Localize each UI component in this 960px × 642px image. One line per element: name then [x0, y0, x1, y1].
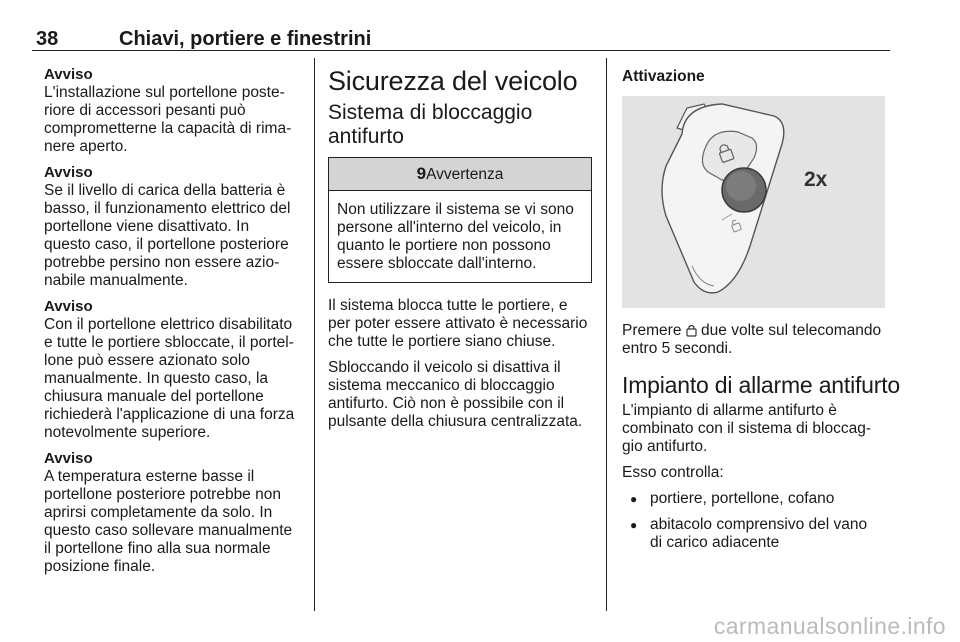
notice-line: comprometterne la capacità di rima- [44, 120, 292, 137]
paragraph [622, 402, 888, 456]
list-item-line: ● abitacolo comprensivo del vano [650, 516, 868, 533]
instruction-paragraph [622, 322, 888, 358]
heading-line: Sistema di bloccaggio [328, 101, 533, 124]
paragraph-line: per poter essere attivato è necessario [328, 315, 588, 332]
column-divider [314, 58, 315, 611]
warning-line: essere sbloccate dall'interno. [337, 255, 537, 272]
paragraph-line: Sbloccando il veicolo si disattiva il [328, 359, 561, 376]
warning-line: quanto le portiere non possono [337, 237, 551, 254]
press-count-label: 2x [804, 168, 828, 191]
warning-body [329, 191, 591, 282]
warning-line: Non utilizzare il sistema se vi sono [337, 201, 574, 218]
notice-line: nabile manualmente. [44, 272, 188, 289]
column-divider [606, 58, 607, 611]
paragraph-line: antifurto. Ciò non è possibile con il [328, 395, 565, 412]
notice-line: Con il portellone elettrico disabilitato [44, 316, 293, 333]
notice-line: il portellone fino alla sua normale [44, 540, 271, 557]
lock-icon [686, 324, 697, 337]
warning-line: persone all'interno del veicolo, in [337, 219, 562, 236]
notice-line: portellone viene disattivato. In [44, 218, 250, 235]
notice-heading: Avviso [44, 298, 93, 315]
notice-line: chiusura manuale del portellone [44, 388, 264, 405]
section-heading: Sicurezza del veicolo [328, 66, 578, 96]
notice-line: notevolmente superiore. [44, 424, 211, 441]
paragraph-line: che tutte le portiere siano chiuse. [328, 333, 556, 350]
column-middle [328, 66, 592, 439]
notice [44, 164, 300, 290]
notice-line: Se il livello di carica della batteria è [44, 182, 286, 199]
paragraph-line: pulsante della chiusura centralizzata. [328, 413, 583, 430]
paragraph [328, 359, 592, 431]
paragraph-line: sistema meccanico di bloccaggio [328, 377, 555, 394]
watermark: carmanualsonline.info [713, 613, 946, 639]
notice-line: e tutte le portiere sbloccate, il portel- [44, 334, 294, 351]
notice-line: portellone posteriore potrebbe non [44, 486, 281, 503]
notice [44, 298, 300, 442]
warning-header [329, 158, 591, 191]
heading-line: antifurto [328, 125, 404, 148]
key-fob-figure [622, 96, 885, 308]
notice-line: L'installazione sul portellone poste- [44, 84, 285, 101]
paragraph [328, 297, 592, 351]
notice-line: lone può essere azionato solo [44, 352, 250, 369]
list-item-line: di carico adiacente [650, 534, 780, 551]
chapter-title: Chiavi, portiere e finestrini [119, 28, 372, 50]
notice-line: potrebbe persino non essere azio- [44, 254, 280, 271]
instruction-text: entro 5 secondi. [622, 340, 733, 357]
notice-heading: Avviso [44, 450, 93, 467]
key-fob-illustration [622, 96, 885, 308]
notice-line: posizione finale. [44, 558, 156, 575]
column-right [622, 66, 901, 560]
paragraph-line: gio antifurto. [622, 438, 708, 455]
paragraph-line: Il sistema blocca tutte le portiere, e [328, 297, 568, 314]
subsection-heading: Attivazione [622, 68, 705, 85]
instruction-text: due volte sul telecomando [696, 322, 882, 339]
notice [44, 66, 300, 156]
list-item [622, 516, 888, 552]
subsection-heading [328, 101, 592, 149]
warning-icon: 9 [416, 164, 427, 183]
notice-line: questo caso sollevare manualmente [44, 522, 293, 539]
notice [44, 450, 300, 576]
notice-line: manualmente. In questo caso, la [44, 370, 269, 387]
warning-box [328, 157, 592, 283]
instruction-text: Premere [622, 322, 686, 339]
notice-heading: Avviso [44, 164, 93, 181]
list-item-line: ● portiere, portellone, cofano [650, 490, 835, 507]
section-heading: Impianto di allarme antifurto [622, 372, 901, 398]
notice-heading: Avviso [44, 66, 93, 83]
notice-line: aprirsi completamente da solo. In [44, 504, 273, 521]
warning-title: Avvertenza [426, 166, 504, 183]
notice-line: A temperatura esterne basse il [44, 468, 255, 485]
notice-line: questo caso, il portellone posteriore [44, 236, 289, 253]
notice-line: nere aperto. [44, 138, 128, 155]
paragraph: Esso controlla: [622, 464, 724, 481]
list-item [622, 490, 888, 508]
paragraph-line: L'impianto di allarme antifurto è [622, 402, 837, 419]
bullet-list [622, 490, 888, 552]
notice-line: basso, il funzionamento elettrico del [44, 200, 291, 217]
paragraph-line: combinato con il sistema di bloccag- [622, 420, 871, 437]
page-header [32, 28, 890, 51]
notice-line: riore di accessori pesanti può [44, 102, 246, 119]
page-number: 38 [36, 28, 59, 50]
column-left [44, 66, 300, 584]
notice-line: richiederà l'applicazione di una forza [44, 406, 295, 423]
